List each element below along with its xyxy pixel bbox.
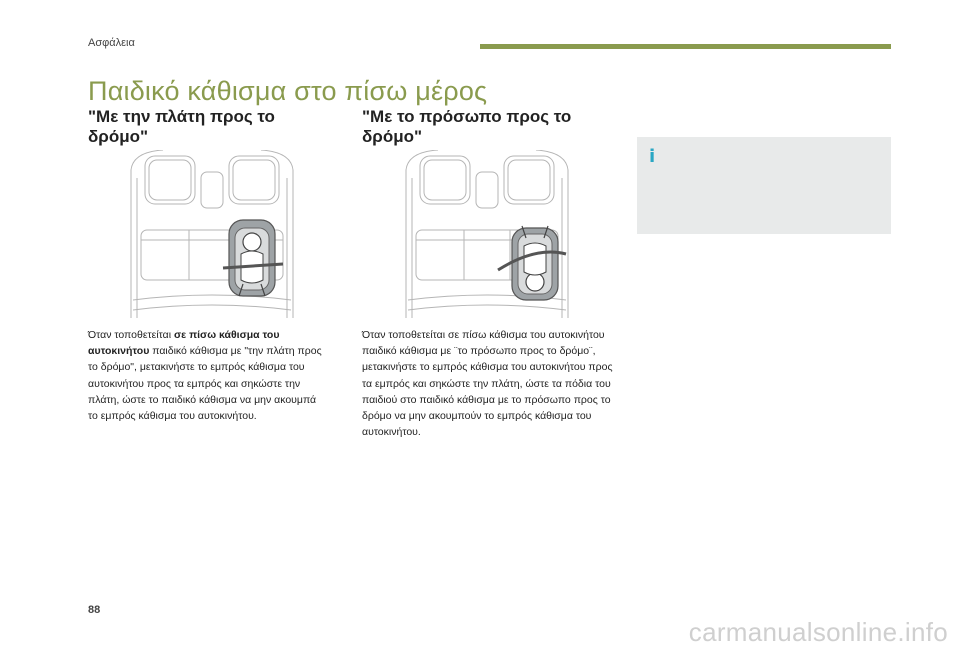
forward-facing-instructions: Όταν τοποθετείται σε πίσω κάθισμα του αυτοκινήτου παιδικό κάθισμα με ¨το πρόσωπο προς το δρόμο¨, μετακινήστε το εμπρός κάθισμα του αυτοκινήτου προς τα εμπρός και σηκώστε την πλάτη, ώστε τα πόδια του παιδιού στο παιδικό κάθισμα με το πρόσωπο προς το δρόμο να μην ακουμπούν το εμπρός κάθισμα του αυτοκινήτου. [362,329,613,439]
header-rule [480,44,891,49]
car-seat-forward-facing-illustration [398,150,576,318]
section-label: Ασφάλεια [88,37,135,49]
forward-facing-heading: "Με το πρόσωπο προς το δρόμο" [362,107,572,146]
rear-facing-text-start: Όταν τοποθετείται [88,329,174,341]
info-icon: i [649,146,656,167]
car-seat-rear-facing-illustration [123,150,301,318]
page-number: 88 [88,604,101,616]
rear-facing-instructions [88,327,328,424]
rear-facing-text-end: παιδικό κάθισμα με "την πλάτη προς το δρόμο", μετακινήστε το εμπρός κάθισμα του αυτοκινήτου προς τα εμπρός και σηκώστε την πλάτη, ώστε το παιδικό κάθισμα να μην ακουμπά το εμπρός κάθισμα του αυτοκινήτου. [88,345,322,423]
info-box [637,137,891,234]
rear-facing-emphasis: σε πίσω κάθισμα του αυτοκινήτου [88,329,280,358]
watermark: carmanualsonline.info [688,617,948,647]
page-title: Παιδικό κάθισμα στο πίσω μέρος [88,76,488,106]
rear-facing-heading: "Με την πλάτη προς το δρόμο" [88,107,275,146]
